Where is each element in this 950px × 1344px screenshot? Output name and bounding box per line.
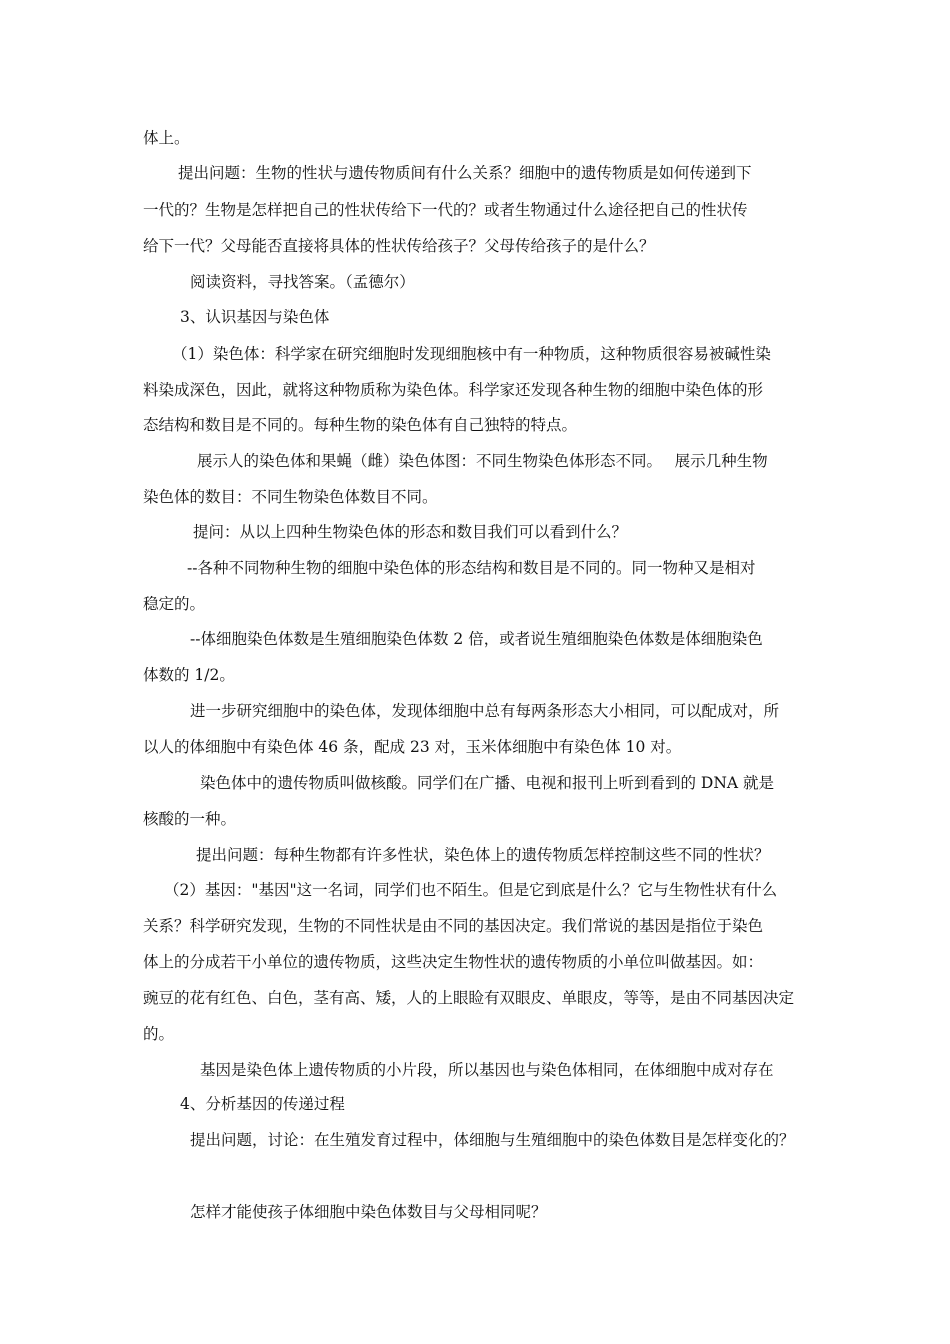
text-line-16: 体数的 1/2。 xyxy=(143,666,235,684)
text-line-9: 态结构和数目是不同的。每种生物的染色体有自己独特的特点。 xyxy=(143,416,578,434)
text-line-21: 提出问题：每种生物都有许多性状，染色体上的遗传物质怎样控制这些不同的性状？ xyxy=(196,846,770,864)
section-heading-3: 3、认识基因与染色体 xyxy=(180,308,330,326)
text-line-5: 阅读资料，寻找答案。（孟德尔） xyxy=(190,273,415,291)
text-line-30: 怎样才能使孩子体细胞中染色体数目与父母相同呢？ xyxy=(190,1203,547,1221)
text-line-2: 提出问题：生物的性状与遗传物质间有什么关系？细胞中的遗传物质是如何传递到下 xyxy=(178,164,752,182)
text-line-27: 基因是染色体上遗传物质的小片段，所以基因也与染色体相同，在体细胞中成对存在 xyxy=(200,1061,774,1079)
text-line-29: 提出问题，讨论：在生殖发育过程中，体细胞与生殖细胞中的染色体数目是怎样变化的？ xyxy=(190,1131,795,1149)
text-line-7: （1）染色体：科学家在研究细胞时发现细胞核中有一种物质，这种物质很容易被碱性染 xyxy=(172,345,771,363)
text-line-22: （2）基因："基因"这一名词，同学们也不陌生。但是它到底是什么？它与生物性状有什么 xyxy=(164,881,778,899)
text-line-20: 核酸的一种。 xyxy=(143,810,237,828)
text-line-25: 豌豆的花有红色、白色，茎有高、矮，人的上眼睑有双眼皮、单眼皮，等等，是由不同基因决定 xyxy=(143,989,795,1007)
text-line-23: 关系？科学研究发现，生物的不同性状是由不同的基因决定。我们常说的基因是指位于染色 xyxy=(143,917,764,935)
text-line-17: 进一步研究细胞中的染色体，发现体细胞中总有每两条形态大小相同，可以配成对，所 xyxy=(190,702,780,720)
text-line-24: 体上的分成若干小单位的遗传物质，这些决定生物性状的遗传物质的小单位叫做基因。如： xyxy=(143,953,764,971)
text-line-13: --各种不同物种生物的细胞中染色体的形态结构和数目是不同的。同一物种又是相对 xyxy=(187,559,756,577)
text-line-15: --体细胞染色体数是生殖细胞染色体数 2 倍，或者说生殖细胞染色体数是体细胞染色 xyxy=(190,630,763,648)
text-line-26: 的。 xyxy=(143,1025,175,1043)
section-heading-4: 4、分析基因的传递过程 xyxy=(180,1095,345,1113)
text-line-8: 料染成深色，因此，就将这种物质称为染色体。科学家还发现各种生物的细胞中染色体的形 xyxy=(143,381,764,399)
text-line-19: 染色体中的遗传物质叫做核酸。同学们在广播、电视和报刊上听到看到的 DNA 就是 xyxy=(200,774,775,792)
text-line-12: 提问：从以上四种生物染色体的形态和数目我们可以看到什么？ xyxy=(193,523,628,541)
text-line-4: 给下一代？父母能否直接将具体的性状传给孩子？父母传给孩子的是什么？ xyxy=(143,237,655,255)
text-line-1: 体上。 xyxy=(143,129,190,147)
text-line-3: 一代的？生物是怎样把自己的性状传给下一代的？或者生物通过什么途径把自己的性状传 xyxy=(143,201,748,219)
text-line-14: 稳定的。 xyxy=(143,595,206,613)
text-line-18: 以人的体细胞中有染色体 46 条，配成 23 对，玉米体细胞中有染色体 10 对。 xyxy=(143,738,682,756)
text-line-10: 展示人的染色体和果蝇（雌）染色体图：不同生物染色体形态不同。 展示几种生物 xyxy=(197,452,768,470)
text-line-11: 染色体的数目：不同生物染色体数目不同。 xyxy=(143,488,438,506)
